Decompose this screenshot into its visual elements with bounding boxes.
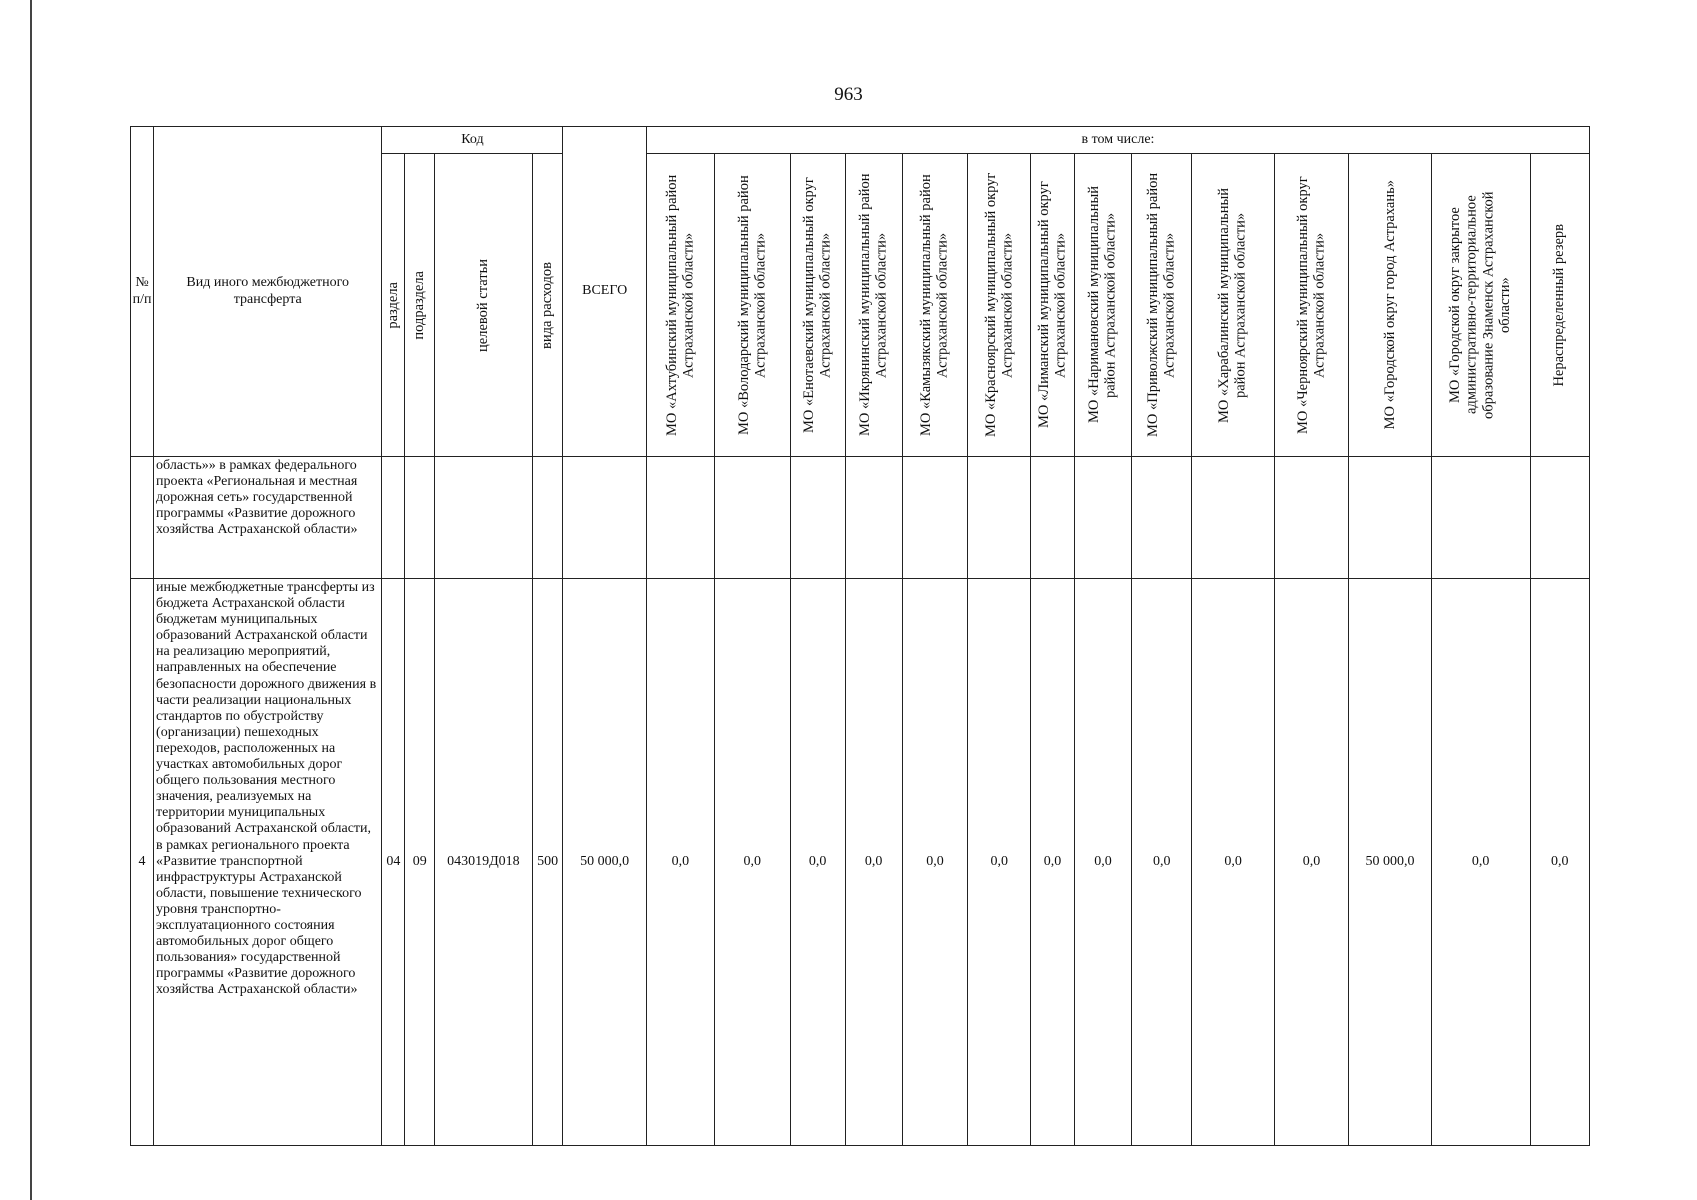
table-row <box>131 457 1590 579</box>
header-mo-ikryaninsky: МО «Икрянинский муниципальный район Астраханской области» <box>845 154 902 457</box>
header-mo-krasnoyarsky: МО «Красноярский муниципальный округ Астраханской области» <box>968 154 1031 457</box>
row-target <box>435 457 533 579</box>
row-no <box>131 457 154 579</box>
header-kind: Вид иного межбюджетного трансферта <box>154 127 382 457</box>
row-podrazdel: 09 <box>405 579 435 1146</box>
header-code: Код <box>382 127 563 154</box>
header-target: целевой статьи <box>435 154 533 457</box>
header-mo-limansky: МО «Лиманский муниципальный округ Астраханской области» <box>1031 154 1075 457</box>
row-value <box>1132 457 1192 579</box>
row-value <box>1074 457 1131 579</box>
row-vid <box>532 457 563 579</box>
row-value <box>1274 457 1349 579</box>
header-mo-znamensk: МО «Городской округ закрытое административно-территориальное образование Знаменск Астраханской области» <box>1431 154 1530 457</box>
row-target: 043019Д018 <box>435 579 533 1146</box>
row-value: 0,0 <box>845 579 902 1146</box>
row-value: 50 000,0 <box>1349 579 1431 1146</box>
header-total: ВСЕГО <box>563 127 646 457</box>
header-mo-kharabalinsky: МО «Харабалинский муниципальный район Астраханской области» <box>1192 154 1274 457</box>
row-description: область»» в рамках федерального проекта «Региональная и местная дорожная сеть» государственной программы «Развитие дорожного хозяйства Астраханской области» <box>154 457 382 579</box>
header-mo-kamyzyaksky: МО «Камызякский муниципальный район Астраханской области» <box>902 154 968 457</box>
header-vid: вида расходов <box>532 154 563 457</box>
header-mo-akhtubinsky: МО «Ахтубинский муниципальный район Астраханской области» <box>646 154 714 457</box>
row-value: 0,0 <box>902 579 968 1146</box>
row-value: 0,0 <box>790 579 845 1146</box>
header-reserve: Нераспределенный резерв <box>1530 154 1590 457</box>
row-value <box>790 457 845 579</box>
row-value: 0,0 <box>1530 579 1590 1146</box>
header-mo-privolzhsky: МО «Приволжский муниципальный район Астраханской области» <box>1132 154 1192 457</box>
binding-line <box>30 0 32 1200</box>
row-value: 0,0 <box>1132 579 1192 1146</box>
row-value: 0,0 <box>1192 579 1274 1146</box>
row-podrazdel <box>405 457 435 579</box>
row-value <box>1031 457 1075 579</box>
row-value: 0,0 <box>1431 579 1530 1146</box>
row-value <box>902 457 968 579</box>
row-value: 0,0 <box>714 579 790 1146</box>
header-podrazdel: подраздела <box>405 154 435 457</box>
page-number: 963 <box>834 84 863 105</box>
row-value <box>1431 457 1530 579</box>
header-mo-enotaevsky: МО «Енотаевский муниципальный округ Астраханской области» <box>790 154 845 457</box>
row-description: иные межбюджетные трансферты из бюджета Астраханской области бюджетам муниципальных образований Астраханской области на реализацию мероприятий, направленных на обеспечение безопасности дорожного движения в части реализации национальных стандартов по обустройству (организации) пешеходных переходов, расположенных на участках автомобильных дорог общего пользования местного значения, реализуемых на территории муниципальных образований Астраханской области, в рамках регионального проекта «Развитие транспортной инфраструктуры Астраханской области, повышение технического уровня транспортно-эксплуатационного состояния автомобильных дорог общего пользования» государственной программы «Развитие дорожного хозяйства Астраханской области» <box>154 579 382 1146</box>
table-row <box>131 579 1590 1146</box>
row-value: 0,0 <box>646 579 714 1146</box>
header-mo-volodarsky: МО «Володарский муниципальный район Астраханской области» <box>714 154 790 457</box>
header-mo-astrakhan: МО «Городской округ город Астрахань» <box>1349 154 1431 457</box>
header-razdel: раздела <box>382 154 405 457</box>
row-value <box>968 457 1031 579</box>
row-value <box>1530 457 1590 579</box>
header-mo-chernoyarsky: МО «Черноярский муниципальный округ Астраханской области» <box>1274 154 1349 457</box>
row-value: 0,0 <box>1274 579 1349 1146</box>
row-value <box>1349 457 1431 579</box>
row-total: 50 000,0 <box>563 579 646 1146</box>
row-razdel: 04 <box>382 579 405 1146</box>
row-value <box>646 457 714 579</box>
header-mo-narimanovsky: МО «Наримановский муниципальный район Астраханской области» <box>1074 154 1131 457</box>
header-no: № п/п <box>131 127 154 457</box>
header-including: в том числе: <box>646 127 1589 154</box>
row-vid: 500 <box>532 579 563 1146</box>
row-value: 0,0 <box>968 579 1031 1146</box>
row-value <box>714 457 790 579</box>
row-value <box>1192 457 1274 579</box>
row-total <box>563 457 646 579</box>
row-value <box>845 457 902 579</box>
row-razdel <box>382 457 405 579</box>
row-value: 0,0 <box>1074 579 1131 1146</box>
transfer-table <box>130 126 1590 1146</box>
row-value: 0,0 <box>1031 579 1075 1146</box>
row-no: 4 <box>131 579 154 1146</box>
